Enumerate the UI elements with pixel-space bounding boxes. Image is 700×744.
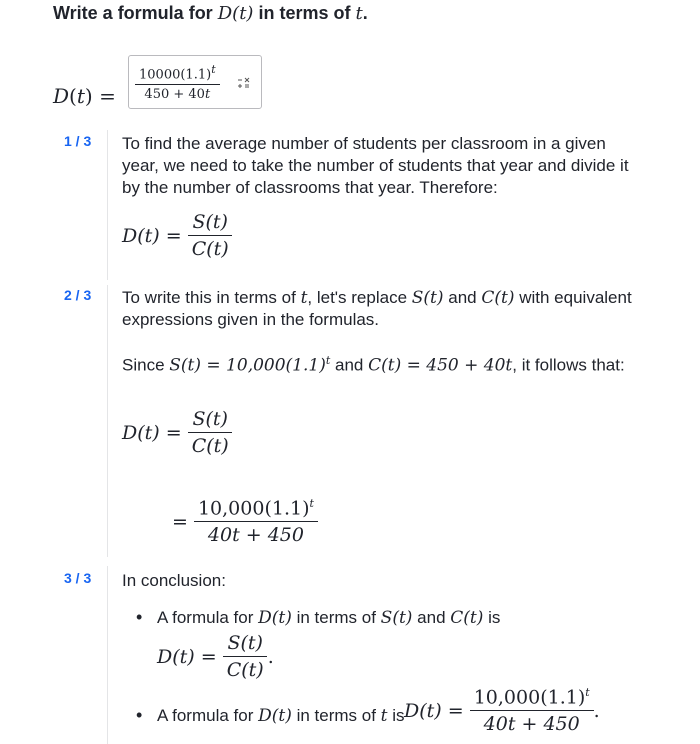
bullet1-text: A formula for D(t) in terms of S(t) and C(t) is <box>157 608 501 628</box>
step1-text: To find the average number of students per classroom in a given year, we need to take the number of students that year and divide it by the number of classrooms that year. Therefore: <box>122 134 629 197</box>
question-title <box>53 3 368 24</box>
step-divider <box>107 130 108 280</box>
step-label: 1 / 3 <box>64 133 92 149</box>
step1-equation: D(t) = $\frac{S(t)}{C(t)}$ <box>122 211 233 260</box>
conclusion-heading: In conclusion: <box>122 571 226 590</box>
title-func: D(t) <box>217 3 254 24</box>
answer-fraction: $\frac{10000(1.1)^t}{450 + 40t}$ <box>135 63 220 102</box>
step-divider <box>107 285 108 557</box>
answer-lhs: D(t) = <box>53 84 116 108</box>
step2-equation-1: D(t) = $\frac{S(t)}{C(t)}$ <box>122 408 233 457</box>
step2-text: To write this in terms of t, let's replace S(t) and C(t) with equivalent expressions given in the formulas. <box>122 288 632 329</box>
math-keypad-icon[interactable] <box>237 76 251 90</box>
step2-since-text: Since $S(t) = 10,000(1.1)^t$ and C(t) = 450 + 40t, it follows that: <box>122 354 625 376</box>
bullet2-text: A formula for D(t) in terms of t is <box>157 706 405 726</box>
step2-equation-2: = $\frac{10,000(1.1)^t}{40t + 450}$ <box>172 497 318 546</box>
bullet1-equation: D(t) = $\frac{S(t)}{C(t)}$ . <box>157 632 274 681</box>
bullet-icon: • <box>136 607 143 627</box>
step-divider <box>107 566 108 744</box>
title-middle: in terms of <box>258 3 351 23</box>
answer-input[interactable] <box>128 55 262 109</box>
title-text: Write a formula for <box>53 3 213 23</box>
bullet2-equation: D(t) = $\frac{10,000(1.1)^t}{40t + 450}$ . <box>404 686 600 736</box>
title-var: t <box>355 3 363 24</box>
title-end: . <box>362 3 368 23</box>
step-label: 3 / 3 <box>64 570 92 586</box>
bullet-icon: • <box>136 705 143 725</box>
step-label: 2 / 3 <box>64 287 92 303</box>
